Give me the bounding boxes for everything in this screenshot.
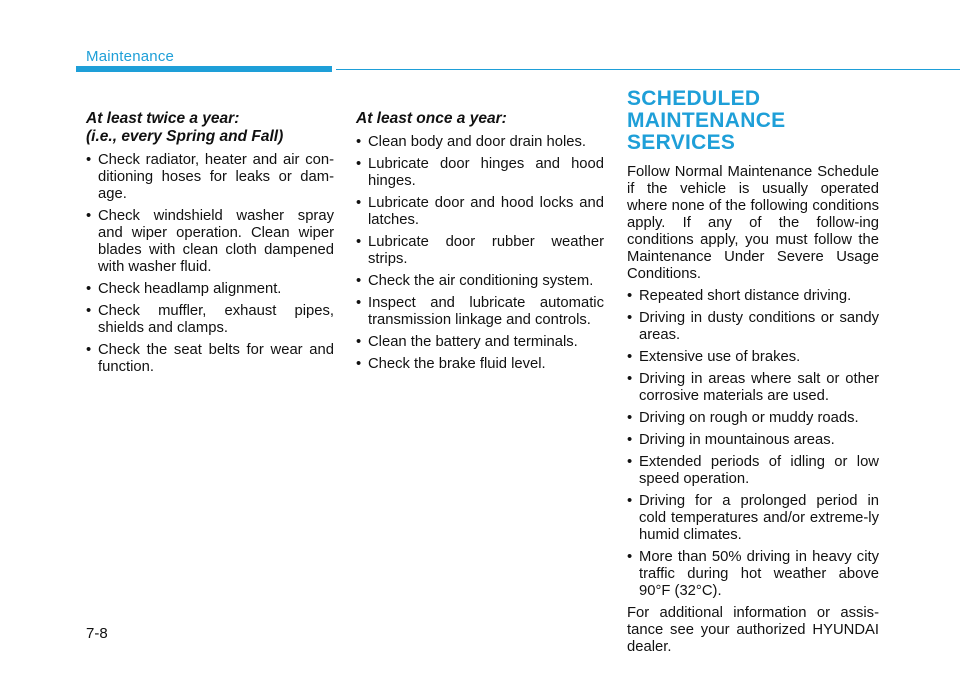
list-item: • Driving in areas where salt or other corrosive materials are used. [627, 371, 879, 405]
list-item: • Extended periods of idling or low speed operation. [627, 454, 879, 488]
heading-once-a-year: At least once a year: [356, 110, 507, 127]
list-item: • Driving in mountainous areas. [627, 432, 879, 449]
page-number: 7-8 [86, 625, 108, 642]
header-rule-thick [76, 66, 332, 72]
severe-conditions-list [627, 288, 879, 600]
list-item: • More than 50% driving in heavy city traffic during hot weather above 90°F (32°C). [627, 549, 879, 600]
once-a-year-list [356, 134, 604, 373]
heading-line-2: (i.e., every Spring and Fall) [86, 128, 284, 145]
list-item: • Check muffler, exhaust pipes, shields and clamps. [86, 303, 334, 337]
outro-paragraph: For additional information or assis-tance see your authorized HYUNDAI dealer. [627, 605, 879, 655]
twice-a-year-list [86, 152, 334, 376]
intro-paragraph: Follow Normal Maintenance Schedule if the vehicle is usually operated where none of the following conditions apply. If any of the follow-ing conditions apply, you must follow the Maintenance Under Severe Usage Conditions. [627, 164, 879, 282]
list-item: • Check windshield washer spray and wiper operation. Clean wiper blades with clean cloth dampened with washer fluid. [86, 208, 334, 276]
heading-twice-a-year [86, 110, 334, 146]
list-item: • Driving in dusty conditions or sandy areas. [627, 310, 879, 344]
section-title-line-2: SERVICES [627, 131, 736, 154]
list-item: • Check the air conditioning system. [356, 273, 604, 290]
list-item: • Lubricate door rubber weather strips. [356, 234, 604, 268]
heading-line-1: At least twice a year: [86, 110, 240, 127]
list-item: • Driving for a prolonged period in cold temperatures and/or extreme-ly humid climates. [627, 493, 879, 544]
column-twice-a-year [86, 110, 334, 381]
list-item: • Check the seat belts for wear and function. [86, 342, 334, 376]
list-item: • Check headlamp alignment. [86, 281, 334, 298]
section-label: Maintenance [86, 48, 175, 65]
list-item: • Repeated short distance driving. [627, 288, 879, 305]
list-item: • Check radiator, heater and air con-ditioning hoses for leaks or dam-age. [86, 152, 334, 203]
column-once-a-year [356, 110, 604, 378]
header-rule-thin [336, 69, 960, 70]
column-scheduled-services [627, 88, 879, 661]
section-title [627, 88, 879, 154]
list-item: • Extensive use of brakes. [627, 349, 879, 366]
list-item: • Clean the battery and terminals. [356, 334, 604, 351]
list-item: • Check the brake fluid level. [356, 356, 604, 373]
list-item: • Inspect and lubricate automatic transmission linkage and controls. [356, 295, 604, 329]
list-item: • Lubricate door and hood locks and latches. [356, 195, 604, 229]
list-item: • Lubricate door hinges and hood hinges. [356, 156, 604, 190]
list-item: • Driving on rough or muddy roads. [627, 410, 879, 427]
list-item: • Clean body and door drain holes. [356, 134, 604, 151]
section-title-line-1: SCHEDULED MAINTENANCE [627, 87, 786, 132]
